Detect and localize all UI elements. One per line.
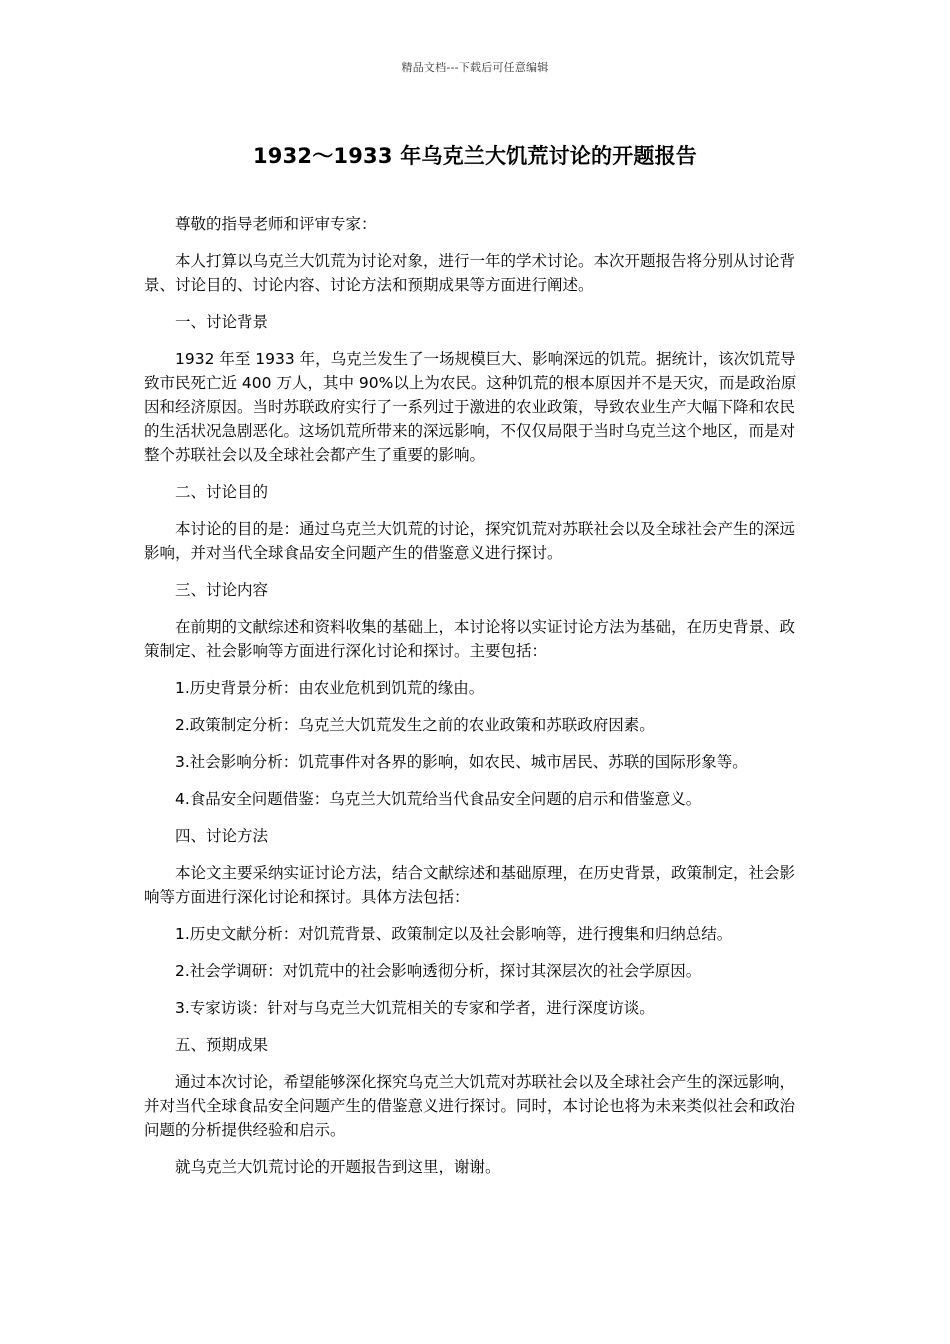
- method-item-survey: 2.社会学调研：对饥荒中的社会影响透彻分析，探讨其深层次的社会学原因。: [175, 962, 702, 980]
- header-note: 精品文档---下载后可任意编辑: [401, 61, 549, 74]
- section-heading-method: 四、讨论方法: [175, 827, 269, 845]
- greeting: 尊敬的指导老师和评审专家：: [175, 215, 377, 233]
- section-heading-content: 三、讨论内容: [175, 581, 269, 599]
- section-heading-purpose: 二、讨论目的: [175, 483, 269, 501]
- results-paragraph: 通过本次讨论，希望能够深化探究乌克兰大饥荒对苏联社会以及全球社会产生的深远影响，并对当代全球食品安全问题产生的借鉴意义进行探讨。同时，本讨论也将为未来类似社会和政治问题的分析提供经验和启示。: [144, 1073, 796, 1139]
- content-item-social: 3.社会影响分析：饥荒事件对各界的影响，如农民、城市居民、苏联的国际形象等。: [175, 753, 748, 771]
- content-item-policy: 2.政策制定分析：乌克兰大饥荒发生之前的农业政策和苏联政府因素。: [175, 716, 655, 734]
- method-paragraph: 本论文主要采纳实证讨论方法，结合文献综述和基础原理，在历史背景，政策制定，社会影响等方面进行深化讨论和探讨。具体方法包括：: [144, 864, 796, 906]
- intro-paragraph: 本人打算以乌克兰大饥荒为讨论对象，进行一年的学术讨论。本次开题报告将分别从讨论背景、讨论目的、讨论内容、讨论方法和预期成果等方面进行阐述。: [144, 252, 796, 294]
- method-item-interview: 3.专家访谈：针对与乌克兰大饥荒相关的专家和学者，进行深度访谈。: [175, 999, 655, 1017]
- purpose-paragraph: 本讨论的目的是：通过乌克兰大饥荒的讨论，探究饥荒对苏联社会以及全球社会产生的深远影响，并对当代全球食品安全问题产生的借鉴意义进行探讨。: [144, 520, 796, 562]
- background-paragraph: 1932 年至 1933 年，乌克兰发生了一场规模巨大、影响深远的饥荒。据统计，该次饥荒导致市民死亡近 400 万人，其中 90%以上为农民。这种饥荒的根本原因并不是天灾，而是政治原因和经济原因。当时苏联政府实行了一系列过于激进的农业政策，导致农业生产大幅下降和农民的生活状况急剧恶化。这场饥荒所带来的深远影响，不仅仅局限于当时乌克兰这个地区，而是对整个苏联社会以及全球社会都产生了重要的影响。: [144, 350, 797, 464]
- method-item-literature: 1.历史文献分析：对饥荒背景、政策制定以及社会影响等，进行搜集和归纳总结。: [175, 925, 733, 943]
- document-title: 1932～1933 年乌克兰大饥荒讨论的开题报告: [252, 144, 697, 168]
- section-heading-background: 一、讨论背景: [175, 313, 269, 331]
- content-item-history: 1.历史背景分析：由农业危机到饥荒的缘由。: [175, 679, 485, 697]
- content-paragraph: 在前期的文献综述和资料收集的基础上，本讨论将以实证讨论方法为基础，在历史背景、政策制定、社会影响等方面进行深化讨论和探讨。主要包括：: [144, 618, 796, 660]
- content-item-food-safety: 4.食品安全问题借鉴：乌克兰大饥荒给当代食品安全问题的启示和借鉴意义。: [175, 790, 702, 808]
- closing-paragraph: 就乌克兰大饥荒讨论的开题报告到这里，谢谢。: [175, 1158, 501, 1176]
- section-heading-results: 五、预期成果: [175, 1036, 269, 1054]
- document-body: [144, 212, 806, 1192]
